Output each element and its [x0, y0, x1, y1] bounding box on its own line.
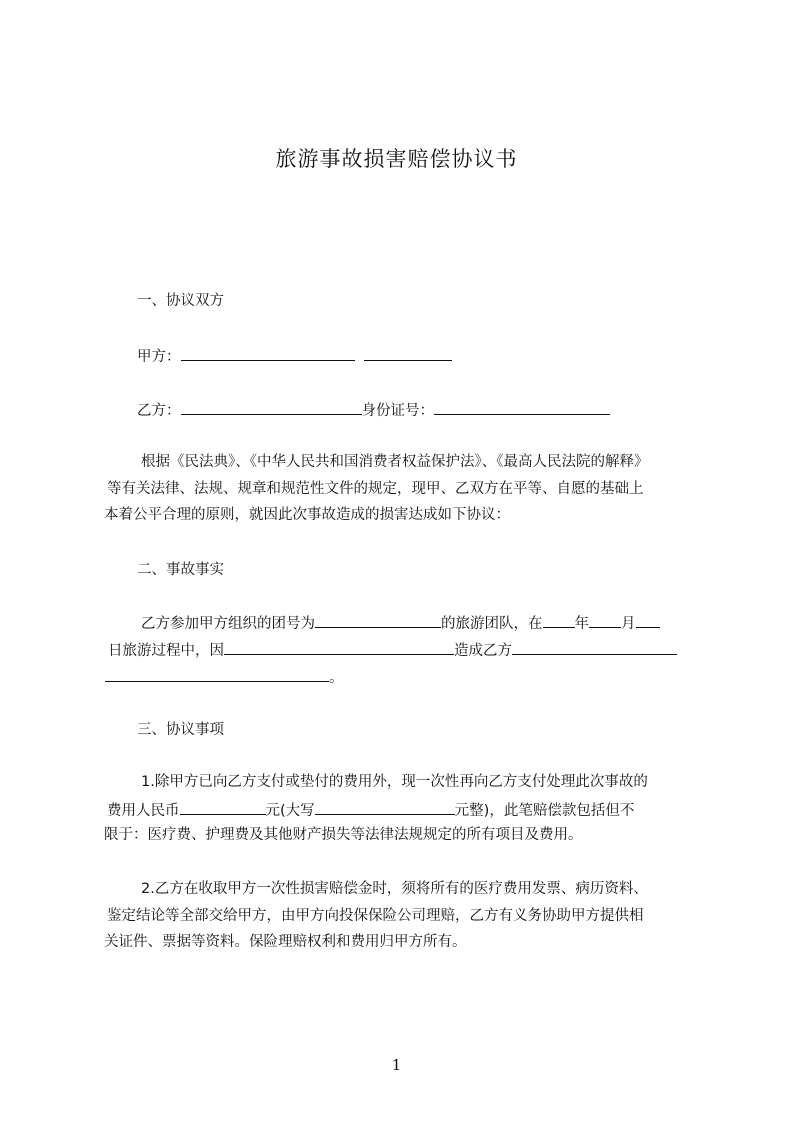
section-1-heading: 一、协议双方: [137, 293, 224, 309]
party-b-name-blank[interactable]: [181, 399, 362, 415]
month-blank[interactable]: [589, 612, 621, 628]
accident-text-2: 的旅游团队，在: [441, 616, 543, 632]
party-a-extra-blank[interactable]: [364, 345, 452, 361]
party-a-name-blank[interactable]: [181, 345, 355, 361]
accident-fact-line-3: [105, 666, 344, 688]
accident-text-6: 造成乙方: [454, 643, 512, 659]
year-blank[interactable]: [543, 612, 575, 628]
accident-text-5: 日旅游过程中，因: [108, 643, 224, 659]
item-1-line-3: 限于：医疗费、护理费及其他财产损失等法律法规规定的所有项目及费用。: [104, 827, 583, 843]
item-2-line-2: 鉴定结论等全部交给甲方，由甲方向投保保险公司理赔，乙方有义务协助甲方提供相: [107, 908, 644, 924]
intro-line-1: 根据《民法典》、《中华人民共和国消费者权益保护法》、《最高人民法院的解释》: [141, 454, 649, 470]
damage-description-blank[interactable]: [512, 639, 677, 655]
accident-text-1: 乙方参加甲方组织的团号为: [141, 616, 315, 632]
compensation-amount-words-blank[interactable]: [315, 799, 455, 815]
party-a-label: 甲方：: [137, 349, 181, 365]
damage-description-blank-2[interactable]: [105, 666, 329, 682]
party-b-row: [137, 399, 610, 421]
item-1-text-c: 元整)，此笔赔偿款包括但不: [454, 803, 635, 819]
section-2-heading: 二、事故事实: [137, 562, 224, 578]
tour-group-number-blank[interactable]: [315, 612, 441, 628]
accident-fact-line-2: [108, 639, 677, 661]
item-2-line-3: 关证件、票据等资料。保险理赔权利和费用归甲方所有。: [104, 934, 467, 950]
party-a-row: [137, 345, 452, 367]
party-b-label: 乙方：: [137, 403, 181, 419]
accident-text-3: 年: [574, 616, 589, 632]
item-1-line-1: 1.除甲方已向乙方支付或垫付的费用外，现一次性再向乙方支付处理此次事故的: [141, 774, 648, 790]
intro-line-3: 本着公平合理的原则，就因此次事故造成的损害达成如下协议：: [104, 507, 510, 523]
compensation-amount-blank[interactable]: [180, 799, 266, 815]
section-3-heading: 三、协议事项: [137, 722, 224, 738]
document-title: 旅游事故损害赔偿协议书: [275, 147, 518, 171]
accident-cause-blank[interactable]: [224, 639, 454, 655]
page-number: 1: [391, 1056, 402, 1074]
day-blank[interactable]: [636, 612, 660, 628]
item-2-line-1: 2.乙方在收取甲方一次性损害赔偿金时，须将所有的医疗费用发票、病历资料、: [141, 881, 648, 897]
item-1-text-b: 元(大写: [265, 803, 315, 819]
accident-text-7: 。: [329, 670, 344, 686]
item-1-text-a: 费用人民币: [107, 803, 180, 819]
item-1-line-2: [107, 799, 634, 821]
accident-text-4: 月: [621, 616, 636, 632]
accident-fact-line-1: [141, 612, 660, 634]
intro-line-2: 等有关法律、法规、规章和规范性文件的规定，现甲、乙双方在平等、自愿的基础上: [107, 481, 644, 497]
id-number-blank[interactable]: [434, 399, 610, 415]
id-number-label: 身份证号：: [361, 403, 434, 419]
